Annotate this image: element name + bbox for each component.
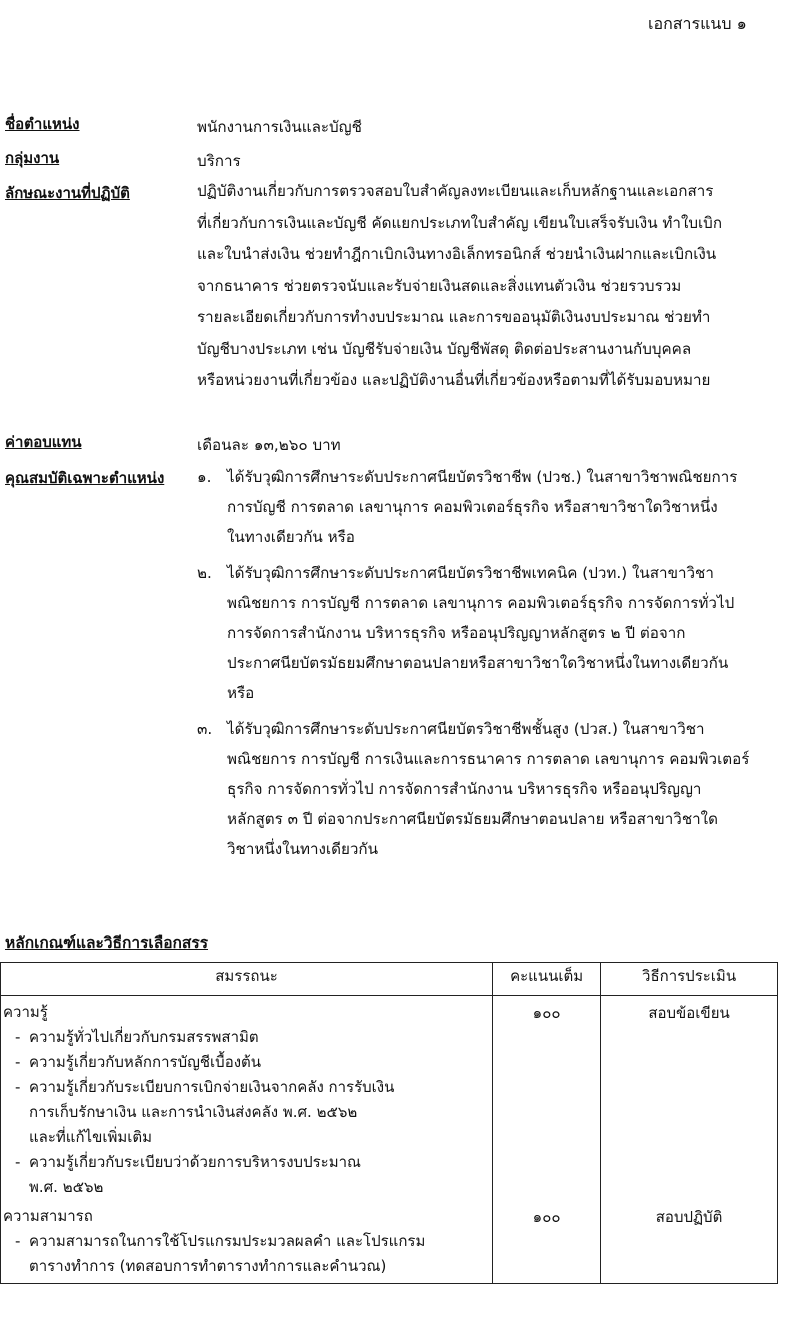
competency-items: - ความรู้ทั่วไปเกี่ยวกับกรมสรรพสามิต - ความรู้เกี่ยวกับหลักการบัญชีเบื้องต้น - ความรู้เกี่ยวกับระเบียบการเบิกจ่ายเงินจากคลัง การรับเงิน การเก็บรักษาเงิน และการนำเงินส่งคลัง พ.ศ. ๒๕๖๒ และที่แก้ไขเพิ่มเติม - ความรู้เกี่ยวกับระเบียบว่าด้วยการบริหารงบประมาณ พ.ศ. ๒๕๖๒ [15, 1028, 395, 1196]
attachment-label: เอกสารแนบ ๑ [648, 14, 747, 33]
item-line: หลักสูตร ๓ ปี ต่อจากประกาศนียบัตรมัธยมศึกษาตอนปลาย หรือสาขาวิชาใด [227, 810, 718, 828]
qualification-item [197, 558, 795, 708]
competency-item-cont: และที่แก้ไขเพิ่มเติม [29, 1128, 153, 1146]
item-line: ประกาศนียบัตรมัธยมศึกษาตอนปลายหรือสาขาวิชาใดวิชาหนึ่งในทางเดียวกัน [227, 654, 729, 672]
field-value: บริการ [197, 152, 241, 170]
selection-table [0, 962, 778, 1284]
item-number: ๒. [197, 564, 212, 582]
selection-title: หลักเกณฑ์และวิธีการเลือกสรร [5, 934, 209, 952]
duties-line: รายละเอียดเกี่ยวกับการทำงบประมาณ และการขออนุมัติเงินงบประมาณ ช่วยทำ [197, 308, 711, 326]
header-competency: สมรรถนะ [1, 963, 493, 996]
qualification-list [197, 462, 795, 870]
field-label: กลุ่มงาน [5, 149, 60, 167]
method-cell: สอบปฏิบัติ [601, 1200, 778, 1284]
item-number: ๓. [197, 720, 213, 738]
qualification-item [197, 714, 795, 864]
duties-line: ปฏิบัติงานเกี่ยวกับการตรวจสอบใบสำคัญลงทะเบียนและเก็บหลักฐานและเอกสาร [197, 182, 714, 200]
field-label: ค่าตอบแทน [5, 433, 82, 451]
field-label: ชื่อตำแหน่ง [5, 115, 80, 133]
item-number: ๑. [197, 468, 212, 486]
item-line: ได้รับวุฒิการศึกษาระดับประกาศนียบัตรวิชาชีพเทคนิค (ปวท.) ในสาขาวิชา [227, 564, 714, 582]
item-line: การจัดการสำนักงาน บริหารธุรกิจ หรืออนุปริญญาหลักสูตร ๒ ปี ต่อจาก [227, 624, 686, 642]
header-score: คะแนนเต็ม [493, 963, 601, 996]
duties-text [197, 176, 795, 397]
competency-items: - ความสามารถในการใช้โปรแกรมประมวลผลคำ และโปรแกรม ตารางทำการ (ทดสอบการทำตารางทำการและคำนวณ) [15, 1232, 426, 1275]
item-line: วิชาหนึ่งในทางเดียวกัน [227, 840, 378, 858]
competency-item-cont: พ.ศ. ๒๕๖๒ [29, 1178, 104, 1196]
competency-item: ความรู้ทั่วไปเกี่ยวกับกรมสรรพสามิต [29, 1028, 259, 1046]
item-line: ได้รับวุฒิการศึกษาระดับประกาศนียบัตรวิชาชีพชั้นสูง (ปวส.) ในสาขาวิชา [227, 720, 705, 738]
duties-line: จากธนาคาร ช่วยตรวจนับและรับจ่ายเงินสดและสิ่งแทนตัวเงิน ช่วยรวบรวม [197, 276, 682, 295]
item-line: ได้รับวุฒิการศึกษาระดับประกาศนียบัตรวิชาชีพ (ปวช.) ในสาขาวิชาพณิชยการ [227, 468, 738, 486]
competency-item: ความรู้เกี่ยวกับหลักการบัญชีเบื้องต้น [29, 1053, 262, 1071]
competency-category: ความสามารถ [3, 1207, 93, 1225]
score-cell: ๑๐๐ [493, 996, 601, 1201]
competency-category: ความรู้ [3, 1003, 48, 1021]
header-method: วิธีการประเมิน [601, 963, 778, 996]
field-label: คุณสมบัติเฉพาะตำแหน่ง [5, 469, 165, 487]
competency-item-cont: การเก็บรักษาเงิน และการนำเงินส่งคลัง พ.ศ. ๒๕๖๒ [29, 1103, 358, 1121]
duties-line: บัญชีบางประเภท เช่น บัญชีรับจ่ายเงิน บัญชีพัสดุ ติดต่อประสานงานกับบุคคล [197, 339, 692, 358]
table-row [1, 1200, 778, 1284]
item-line: พณิชยการ การบัญชี การตลาด เลขานุการ คอมพิวเตอร์ธุรกิจ การจัดการทั่วไป [227, 594, 735, 612]
item-line: การบัญชี การตลาด เลขานุการ คอมพิวเตอร์ธุรกิจ หรือสาขาวิชาใดวิชาหนึ่ง [227, 498, 718, 516]
duties-line: หรือหน่วยงานที่เกี่ยวข้อง และปฏิบัติงานอื่นที่เกี่ยวข้องหรือตามที่ได้รับมอบหมาย [197, 371, 711, 389]
item-line: หรือ [227, 684, 255, 702]
field-label: ลักษณะงานที่ปฏิบัติ [5, 184, 130, 202]
duties-line: และใบนำส่งเงิน ช่วยทำฎีกาเบิกเงินทางอิเล็กทรอนิกส์ ช่วยนำเงินฝากและเบิกเงิน [197, 245, 717, 263]
competency-item: ความรู้เกี่ยวกับระเบียบการเบิกจ่ายเงินจากคลัง การรับเงิน [29, 1078, 395, 1096]
field-value: เดือนละ ๑๓,๒๖๐ บาท [197, 436, 341, 454]
duties-line: ที่เกี่ยวกับการเงินและบัญชี คัดแยกประเภทใบสำคัญ เขียนใบเสร็จรับเงิน ทำใบเบิก [197, 213, 723, 232]
score-cell: ๑๐๐ [493, 1200, 601, 1284]
item-line: พณิชยการ การบัญชี การเงินและการธนาคาร การตลาด เลขานุการ คอมพิวเตอร์ [227, 750, 750, 768]
table-row [1, 996, 778, 1201]
item-line: ในทางเดียวกัน หรือ [227, 528, 355, 546]
competency-item: ความรู้เกี่ยวกับระเบียบว่าด้วยการบริหารงบประมาณ [29, 1153, 361, 1171]
field-value: พนักงานการเงินและบัญชี [197, 118, 362, 136]
method-cell: สอบข้อเขียน [601, 996, 778, 1201]
competency-item-cont: ตารางทำการ (ทดสอบการทำตารางทำการและคำนวณ) [29, 1257, 387, 1275]
table-header-row [1, 963, 778, 996]
item-line: ธุรกิจ การจัดการทั่วไป การจัดการสำนักงาน บริหารธุรกิจ หรืออนุปริญญา [227, 780, 702, 798]
qualification-item [197, 462, 795, 552]
competency-item: ความสามารถในการใช้โปรแกรมประมวลผลคำ และโปรแกรม [29, 1232, 426, 1250]
